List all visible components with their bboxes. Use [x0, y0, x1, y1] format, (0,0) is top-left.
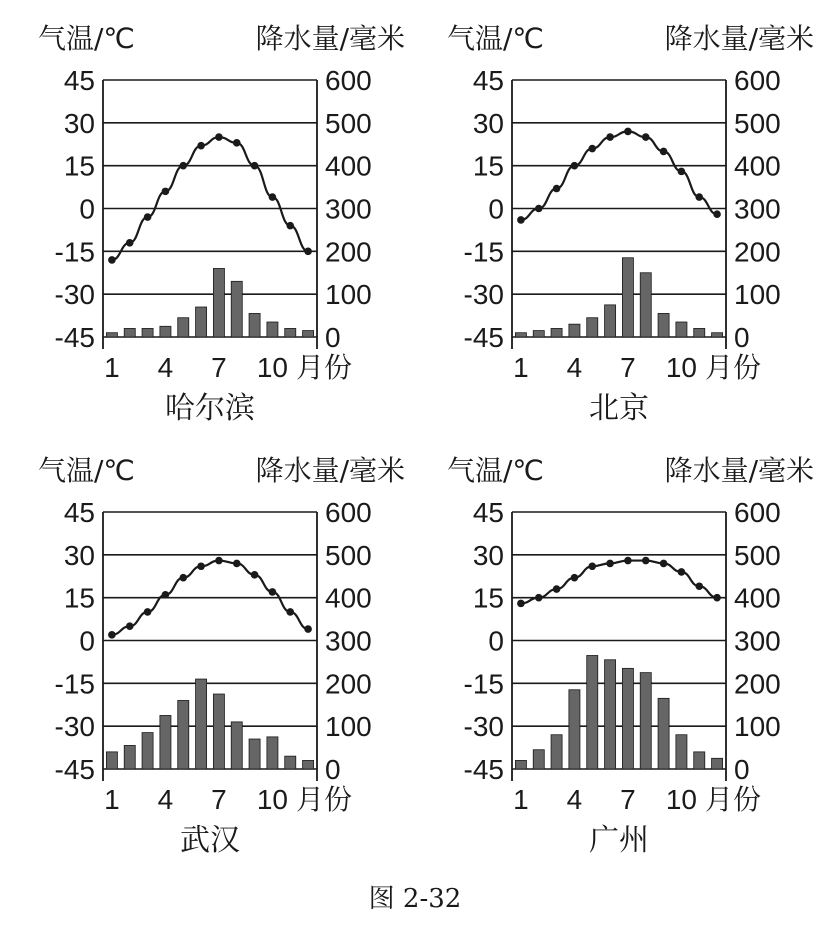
- month-tick-label: 10: [665, 784, 697, 815]
- month-tick-label: 4: [157, 784, 174, 815]
- precipitation-bar: [213, 694, 224, 769]
- precipitation-tick-label: 400: [325, 582, 372, 614]
- month-tick-label: 10: [256, 352, 288, 383]
- temperature-point: [606, 133, 614, 141]
- temperature-point: [304, 248, 312, 256]
- temperature-point: [695, 582, 703, 590]
- month-tick-label: 7: [620, 352, 636, 383]
- temperature-tick-label: -30: [463, 711, 504, 743]
- precipitation-bar: [285, 756, 296, 769]
- month-tick-label: 1: [104, 784, 120, 815]
- temperature-point: [179, 574, 187, 582]
- temperature-point: [215, 557, 223, 565]
- precipitation-tick-label: 600: [325, 65, 372, 96]
- temperature-axis-title: 气温/℃: [38, 454, 135, 487]
- precipitation-bar: [303, 331, 314, 337]
- precipitation-bar: [249, 313, 260, 337]
- precipitation-bar: [533, 331, 544, 337]
- precipitation-bar: [124, 328, 135, 337]
- precipitation-bar: [551, 328, 562, 337]
- temperature-point: [233, 139, 241, 147]
- precipitation-bar: [196, 679, 207, 769]
- precipitation-tick-label: 500: [325, 107, 372, 139]
- precipitation-bar: [160, 715, 171, 769]
- precipitation-bar: [124, 745, 135, 769]
- precipitation-tick-label: 0: [734, 322, 750, 353]
- precipitation-bar: [640, 673, 651, 769]
- figure-caption: 图 2-32: [368, 884, 462, 914]
- temperature-point: [304, 625, 312, 633]
- precipitation-bar: [249, 739, 260, 769]
- temperature-point: [588, 145, 596, 153]
- precipitation-tick-label: 400: [734, 582, 781, 614]
- climate-chart-svg: [0, 0, 415, 430]
- temperature-line: [112, 137, 308, 260]
- temperature-point: [660, 148, 668, 156]
- temperature-point: [215, 133, 223, 141]
- precipitation-bar: [640, 273, 651, 337]
- temperature-tick-label: -15: [54, 668, 95, 700]
- precipitation-bar: [587, 318, 598, 337]
- temperature-point: [108, 631, 116, 639]
- precipitation-tick-label: 500: [734, 539, 781, 571]
- temperature-point: [517, 216, 525, 224]
- precipitation-tick-label: 100: [325, 711, 372, 743]
- temperature-point: [713, 594, 721, 602]
- precipitation-bar: [587, 655, 598, 769]
- precipitation-bar: [267, 737, 278, 769]
- chart-panel-beijing: [409, 0, 824, 430]
- temperature-tick-label: 0: [488, 625, 504, 657]
- month-tick-label: 1: [513, 784, 529, 815]
- precipitation-bar: [303, 760, 314, 769]
- temperature-axis-title: 气温/℃: [447, 22, 544, 55]
- temperature-tick-label: 45: [472, 65, 504, 96]
- month-tick-label: 7: [620, 784, 636, 815]
- month-axis-unit: 月份: [705, 783, 762, 816]
- temperature-tick-label: -45: [463, 754, 504, 785]
- precipitation-tick-label: 0: [734, 754, 750, 785]
- temperature-tick-label: 30: [63, 107, 95, 139]
- climate-chart-svg: [0, 432, 415, 862]
- precipitation-tick-label: 500: [325, 539, 372, 571]
- precipitation-tick-label: 400: [325, 150, 372, 182]
- temperature-tick-label: 30: [472, 539, 504, 571]
- temperature-point: [251, 162, 259, 170]
- temperature-point: [642, 133, 650, 141]
- precipitation-tick-label: 100: [734, 279, 781, 311]
- month-tick-label: 10: [665, 352, 697, 383]
- temperature-point: [197, 142, 205, 150]
- temperature-point: [144, 213, 152, 221]
- temperature-tick-label: -45: [54, 322, 95, 353]
- temperature-tick-label: 0: [79, 625, 95, 657]
- temperature-point: [571, 574, 579, 582]
- climate-chart-svg: [409, 0, 824, 430]
- precipitation-tick-label: 400: [734, 150, 781, 182]
- city-label: 广州: [589, 823, 649, 858]
- temperature-point: [624, 128, 632, 136]
- precipitation-tick-label: 300: [325, 193, 372, 225]
- month-axis-unit: 月份: [296, 351, 353, 384]
- precipitation-bar: [712, 333, 723, 337]
- temperature-point: [286, 608, 294, 616]
- month-tick-label: 7: [211, 784, 227, 815]
- precipitation-tick-label: 0: [325, 322, 341, 353]
- temperature-point: [713, 210, 721, 218]
- precipitation-bar: [676, 735, 687, 769]
- chart-panel-harbin: [0, 0, 415, 430]
- temperature-point: [179, 162, 187, 170]
- temperature-tick-label: 45: [63, 65, 95, 96]
- month-axis-unit: 月份: [705, 351, 762, 384]
- temperature-point: [642, 557, 650, 565]
- precipitation-tick-label: 600: [325, 497, 372, 528]
- temperature-tick-label: -15: [463, 236, 504, 268]
- temperature-tick-label: -45: [463, 322, 504, 353]
- precipitation-bar: [676, 322, 687, 337]
- temperature-point: [126, 239, 134, 247]
- temperature-point: [197, 562, 205, 570]
- precipitation-bar: [569, 690, 580, 769]
- precipitation-bar: [178, 700, 189, 769]
- temperature-tick-label: 15: [63, 150, 95, 182]
- temperature-axis-title: 气温/℃: [447, 454, 544, 487]
- precipitation-tick-label: 0: [325, 754, 341, 785]
- precipitation-tick-label: 500: [734, 107, 781, 139]
- temperature-point: [678, 568, 686, 576]
- temperature-line: [521, 131, 717, 220]
- temperature-point: [535, 205, 543, 213]
- precipitation-bar: [178, 318, 189, 337]
- precipitation-bar: [196, 307, 207, 337]
- precipitation-bar: [267, 322, 278, 337]
- precipitation-axis-title: 降水量/毫米: [664, 454, 814, 487]
- precipitation-bar: [712, 758, 723, 769]
- temperature-axis-title: 气温/℃: [38, 22, 135, 55]
- precipitation-bar: [533, 750, 544, 769]
- precipitation-bar: [605, 305, 616, 337]
- temperature-point: [678, 168, 686, 176]
- precipitation-bar: [213, 268, 224, 337]
- temperature-point: [126, 622, 134, 630]
- temperature-tick-label: 0: [488, 193, 504, 225]
- temperature-tick-label: -15: [463, 668, 504, 700]
- temperature-point: [251, 571, 259, 579]
- temperature-tick-label: 30: [472, 107, 504, 139]
- temperature-tick-label: 0: [79, 193, 95, 225]
- precipitation-bar: [231, 722, 242, 769]
- temperature-point: [588, 562, 596, 570]
- temperature-point: [108, 256, 116, 264]
- temperature-tick-label: 45: [63, 497, 95, 528]
- month-tick-label: 4: [157, 352, 174, 383]
- precipitation-bar: [658, 313, 669, 337]
- temperature-point: [162, 188, 170, 196]
- month-tick-label: 7: [211, 352, 227, 383]
- temperature-tick-label: 15: [472, 582, 504, 614]
- precipitation-bar: [106, 752, 117, 769]
- temperature-tick-label: -30: [54, 711, 95, 743]
- precipitation-bar: [106, 333, 117, 337]
- temperature-point: [624, 557, 632, 565]
- precipitation-tick-label: 600: [734, 497, 781, 528]
- precipitation-bar: [569, 324, 580, 337]
- temperature-point: [517, 600, 525, 608]
- precipitation-tick-label: 300: [734, 625, 781, 657]
- temperature-tick-label: -30: [54, 279, 95, 311]
- chart-panel-guangzhou: [409, 432, 824, 862]
- temperature-tick-label: 45: [472, 497, 504, 528]
- precipitation-axis-title: 降水量/毫米: [664, 22, 814, 55]
- temperature-tick-label: 15: [63, 582, 95, 614]
- temperature-tick-label: 15: [472, 150, 504, 182]
- temperature-point: [286, 222, 294, 230]
- precipitation-bar: [231, 281, 242, 337]
- precipitation-axis-title: 降水量/毫米: [255, 454, 405, 487]
- temperature-tick-label: -15: [54, 236, 95, 268]
- precipitation-tick-label: 100: [734, 711, 781, 743]
- temperature-point: [535, 594, 543, 602]
- precipitation-tick-label: 300: [325, 625, 372, 657]
- precipitation-tick-label: 600: [734, 65, 781, 96]
- temperature-point: [144, 608, 152, 616]
- month-tick-label: 10: [256, 784, 288, 815]
- temperature-point: [606, 560, 614, 568]
- precipitation-bar: [515, 333, 526, 337]
- precipitation-bar: [285, 328, 296, 337]
- temperature-point: [233, 560, 241, 568]
- precipitation-bar: [658, 698, 669, 769]
- month-tick-label: 4: [566, 352, 583, 383]
- month-tick-label: 4: [566, 784, 583, 815]
- precipitation-bar: [160, 326, 171, 337]
- precipitation-tick-label: 200: [734, 668, 781, 700]
- precipitation-bar: [515, 760, 526, 769]
- precipitation-bar: [551, 735, 562, 769]
- month-tick-label: 1: [104, 352, 120, 383]
- temperature-tick-label: 30: [63, 539, 95, 571]
- city-label: 北京: [589, 391, 649, 426]
- precipitation-tick-label: 200: [325, 236, 372, 268]
- precipitation-bar: [142, 328, 153, 337]
- precipitation-tick-label: 200: [734, 236, 781, 268]
- temperature-point: [660, 560, 668, 568]
- temperature-point: [162, 591, 170, 599]
- temperature-tick-label: -45: [54, 754, 95, 785]
- precipitation-bar: [694, 752, 705, 769]
- precipitation-bar: [622, 668, 633, 769]
- precipitation-bar: [622, 258, 633, 337]
- city-label: 武汉: [180, 823, 240, 858]
- temperature-point: [695, 193, 703, 201]
- precipitation-bar: [605, 660, 616, 769]
- temperature-point: [571, 162, 579, 170]
- temperature-point: [269, 193, 277, 201]
- precipitation-axis-title: 降水量/毫米: [255, 22, 405, 55]
- chart-panel-wuhan: [0, 432, 415, 862]
- city-label: 哈尔滨: [165, 391, 255, 426]
- precipitation-bar: [694, 328, 705, 337]
- temperature-point: [553, 185, 561, 193]
- temperature-tick-label: -30: [463, 279, 504, 311]
- month-tick-label: 1: [513, 352, 529, 383]
- precipitation-tick-label: 200: [325, 668, 372, 700]
- climate-chart-svg: [409, 432, 824, 862]
- temperature-point: [553, 585, 561, 593]
- month-axis-unit: 月份: [296, 783, 353, 816]
- precipitation-bar: [142, 733, 153, 769]
- precipitation-tick-label: 300: [734, 193, 781, 225]
- precipitation-tick-label: 100: [325, 279, 372, 311]
- temperature-point: [269, 588, 277, 596]
